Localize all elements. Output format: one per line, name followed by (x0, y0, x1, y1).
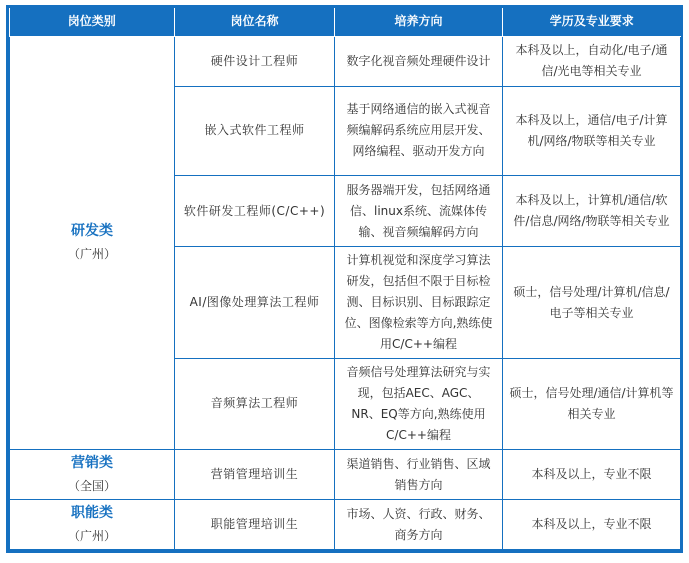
job-requirement-cell: 本科及以上，通信/电子/计算机/网络/物联等相关专业 (503, 87, 681, 176)
category-name: 营销类 (71, 454, 113, 471)
job-requirement-cell: 本科及以上，专业不限 (503, 449, 681, 500)
job-requirement-cell: 硕士，信号处理/计算机/信息/电子等相关专业 (503, 247, 681, 359)
category-location: （全国） (67, 478, 116, 493)
recruitment-table (9, 8, 681, 550)
recruitment-table-frame (6, 5, 683, 553)
job-direction-cell: 基于网络通信的嵌入式视音频编解码系统应用层开发、网络编程、驱动开发方向 (335, 87, 503, 176)
job-direction-cell: 计算机视觉和深度学习算法研发，包括但不限于目标检测、目标识别、目标跟踪定位、图像检索等方向,熟练使用C/C++编程 (335, 247, 503, 359)
category-name: 职能类 (71, 504, 113, 521)
job-requirement-cell: 硕士，信号处理/通信/计算机等相关专业 (503, 359, 681, 450)
table-header-row (10, 8, 681, 36)
job-title-cell: 软件研发工程师(C/C++) (175, 175, 335, 247)
job-title-cell: 硬件设计工程师 (175, 36, 335, 87)
category-location: （广州） (67, 528, 116, 543)
header-job-title: 岗位名称 (175, 8, 335, 36)
job-title-cell: 营销管理培训生 (175, 449, 335, 500)
table-row (10, 500, 681, 550)
category-location: （广州） (67, 246, 116, 261)
job-title-cell: 音频算法工程师 (175, 359, 335, 450)
job-direction-cell: 数字化视音频处理硬件设计 (335, 36, 503, 87)
job-title-cell: 职能管理培训生 (175, 500, 335, 550)
header-education-requirement: 学历及专业要求 (503, 8, 681, 36)
job-title-cell: AI/图像处理算法工程师 (175, 247, 335, 359)
job-direction-cell: 音频信号处理算法研究与实现，包括AEC、AGC、NR、EQ等方向,熟练使用C/C++编程 (335, 359, 503, 450)
category-name: 研发类 (71, 222, 113, 239)
category-cell-marketing (10, 449, 175, 500)
job-direction-cell: 市场、人资、行政、财务、商务方向 (335, 500, 503, 550)
job-requirement-cell: 本科及以上，自动化/电子/通信/光电等相关专业 (503, 36, 681, 87)
header-training-direction: 培养方向 (335, 8, 503, 36)
table-row (10, 36, 681, 87)
job-direction-cell: 服务器端开发，包括网络通信、linux系统、流媒体传输、视音频编解码方向 (335, 175, 503, 247)
job-requirement-cell: 本科及以上，计算机/通信/软件/信息/网络/物联等相关专业 (503, 175, 681, 247)
job-title-cell: 嵌入式软件工程师 (175, 87, 335, 176)
category-cell-functional (10, 500, 175, 550)
header-job-category: 岗位类别 (10, 8, 175, 36)
table-row (10, 449, 681, 500)
job-requirement-cell: 本科及以上，专业不限 (503, 500, 681, 550)
job-direction-cell: 渠道销售、行业销售、区域销售方向 (335, 449, 503, 500)
category-cell-rd (10, 36, 175, 449)
